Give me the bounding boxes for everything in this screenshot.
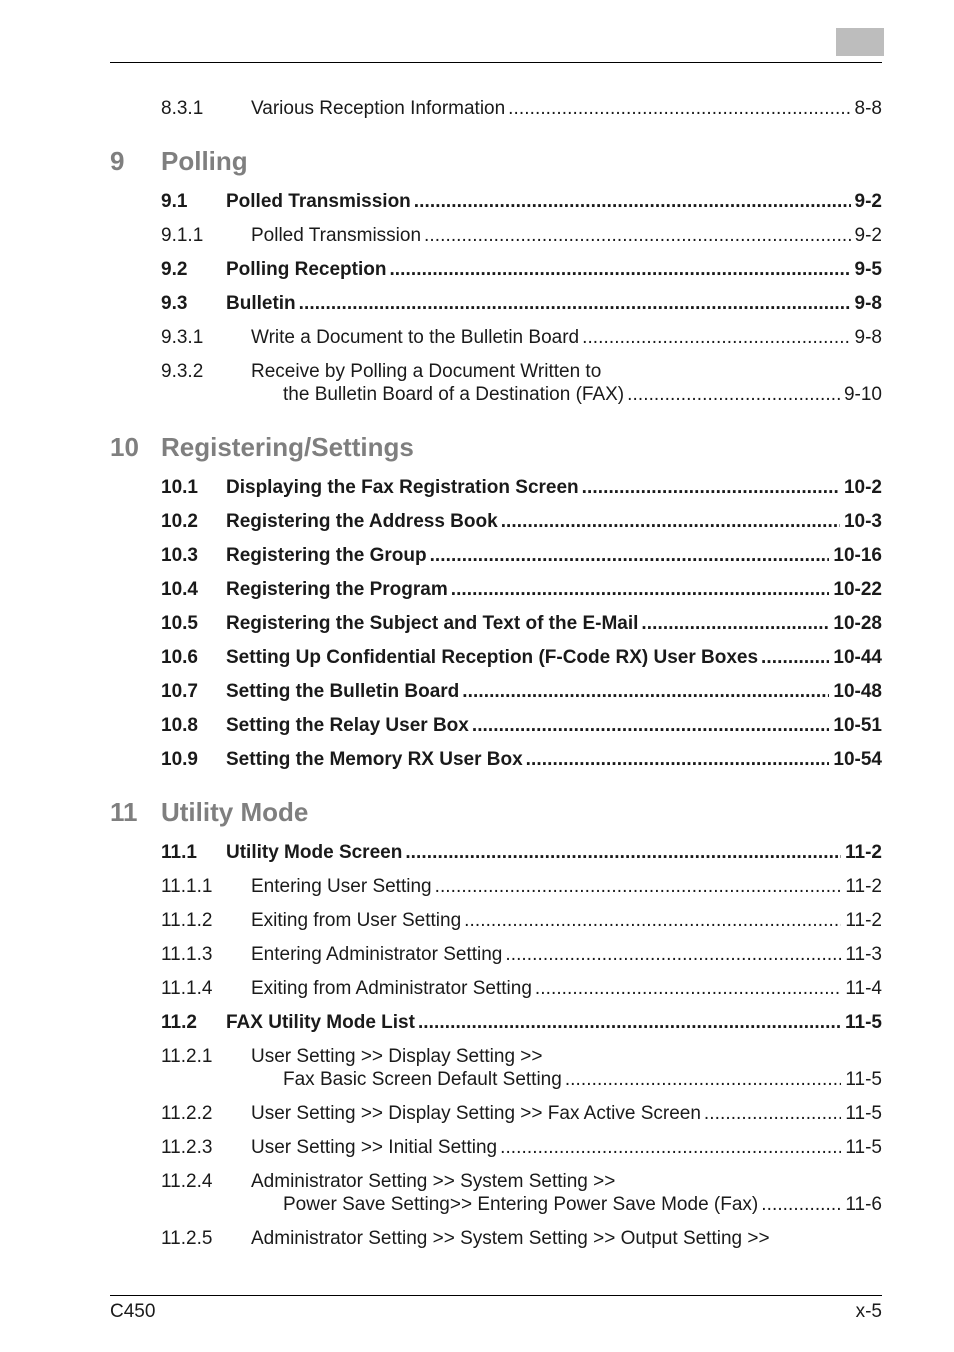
entry-number: 9.3 [161, 293, 188, 314]
entry-title: Receive by Polling a Document Written to [251, 361, 602, 382]
entry-title-continued: Power Save Setting>> Entering Power Save Mode (Fax) [283, 1194, 759, 1215]
entry-page: 10-48 [833, 681, 882, 702]
chapter-heading [110, 432, 414, 462]
leader-dots [418, 1011, 841, 1034]
leader-dots [500, 1136, 841, 1159]
leader-dots [535, 977, 841, 1000]
entry-page: 9-2 [854, 225, 882, 246]
entry-page: 11-5 [845, 1137, 882, 1158]
entry-title: Setting the Bulletin Board [226, 681, 460, 702]
header-rule [110, 62, 882, 63]
footer-model: C450 [110, 1301, 156, 1322]
header-tab [836, 28, 884, 56]
entry-number: 11.1.4 [161, 978, 213, 999]
leader-dots [501, 510, 840, 533]
leader-dots [565, 1068, 842, 1091]
leader-dots [508, 97, 850, 120]
entry-title: Setting Up Confidential Reception (F-Code RX) User Boxes [226, 647, 759, 668]
entry-number: 10.1 [161, 477, 198, 498]
entry-number: 10.7 [161, 681, 198, 702]
entry-page: 10-54 [833, 749, 882, 770]
entry-page: 9-5 [854, 259, 882, 280]
leader-dots [472, 714, 830, 737]
chapter-heading [110, 146, 248, 176]
leader-dots [299, 292, 851, 315]
entry-page: 11-6 [845, 1194, 882, 1215]
entry-title: Bulletin [226, 293, 296, 314]
entry-title: Setting the Memory RX User Box [226, 749, 523, 770]
entry-title: Registering the Address Book [226, 511, 498, 532]
entry-page: 9-8 [854, 293, 882, 314]
leader-dots [627, 383, 840, 406]
footer-rule [110, 1295, 882, 1296]
entry-title: FAX Utility Mode List [226, 1012, 415, 1033]
entry-number: 11.2.1 [161, 1046, 213, 1067]
entry-number: 10.3 [161, 545, 198, 566]
leader-dots [505, 943, 841, 966]
entry-page: 10-2 [843, 477, 882, 498]
entry-title-continued: the Bulletin Board of a Destination (FAX) [283, 384, 625, 405]
leader-dots [761, 1193, 841, 1216]
entry-number: 11.2.4 [161, 1171, 213, 1192]
entry-title: Various Reception Information [251, 98, 506, 119]
entry-title: Exiting from User Setting [251, 910, 462, 931]
entry-number: 9.2 [161, 259, 188, 280]
entry-page: 9-2 [854, 191, 882, 212]
entry-number: 8.3.1 [161, 98, 204, 119]
entry-page: 11-3 [845, 944, 882, 965]
entry-number: 10.8 [161, 715, 198, 736]
entry-page: 10-44 [833, 647, 882, 668]
entry-number: 9.1 [161, 191, 188, 212]
entry-number: 10.2 [161, 511, 198, 532]
entry-page: 11-2 [845, 876, 882, 897]
entry-title: User Setting >> Display Setting >> Fax Active Screen [251, 1103, 701, 1124]
chapter-title: Utility Mode [161, 797, 309, 827]
entry-page: 10-3 [843, 511, 882, 532]
entry-title: Entering Administrator Setting [251, 944, 503, 965]
entry-title: Displaying the Fax Registration Screen [226, 477, 579, 498]
entry-page: 8-8 [854, 98, 882, 119]
chapter-number: 10 [110, 432, 139, 462]
entry-number: 10.9 [161, 749, 198, 770]
entry-number: 11.1.2 [161, 910, 213, 931]
entry-page: 10-51 [833, 715, 882, 736]
entry-number: 11.2.3 [161, 1137, 213, 1158]
leader-dots [451, 578, 830, 601]
entry-title: Registering the Program [226, 579, 448, 600]
leader-dots [582, 326, 850, 349]
entry-number: 11.2.2 [161, 1103, 213, 1124]
entry-number: 11.1 [161, 842, 197, 863]
entry-page: 10-22 [833, 579, 882, 600]
entry-number: 9.1.1 [161, 225, 204, 246]
leader-dots [582, 476, 840, 499]
leader-dots [526, 748, 830, 771]
entry-number: 9.3.1 [161, 327, 204, 348]
entry-number: 11.2.5 [161, 1228, 213, 1249]
entry-number: 11.2 [161, 1012, 197, 1033]
entry-page: 11-2 [845, 842, 882, 863]
entry-title: User Setting >> Initial Setting [251, 1137, 498, 1158]
leader-dots [405, 841, 841, 864]
entry-title: Setting the Relay User Box [226, 715, 469, 736]
entry-page: 9-10 [843, 384, 882, 405]
entry-page: 10-28 [833, 613, 882, 634]
chapter-number: 9 [110, 146, 125, 176]
entry-page: 11-5 [845, 1012, 882, 1033]
entry-title: Registering the Group [226, 545, 427, 566]
leader-dots [430, 544, 830, 567]
entry-page: 10-16 [833, 545, 882, 566]
entry-title: Write a Document to the Bulletin Board [251, 327, 580, 348]
entry-number: 10.4 [161, 579, 198, 600]
entry-page: 11-5 [845, 1069, 882, 1090]
leader-dots [414, 190, 851, 213]
leader-dots [424, 224, 851, 247]
chapter-title: Polling [161, 146, 248, 176]
entry-title: Administrator Setting >> System Setting >> [251, 1171, 616, 1192]
leader-dots [704, 1102, 841, 1125]
entry-title: Entering User Setting [251, 876, 432, 897]
entry-page: 9-8 [854, 327, 882, 348]
chapter-number: 11 [110, 797, 138, 827]
entry-title: Administrator Setting >> System Setting >> Output Setting >> [251, 1228, 770, 1249]
entry-title: Polled Transmission [251, 225, 422, 246]
entry-number: 10.5 [161, 613, 198, 634]
leader-dots [389, 258, 850, 281]
leader-dots [464, 909, 841, 932]
footer-page-number: x-5 [855, 1301, 882, 1322]
entry-title: Exiting from Administrator Setting [251, 978, 532, 999]
entry-page: 11-2 [845, 910, 882, 931]
entry-number: 11.1.3 [161, 944, 213, 965]
entry-title: Polling Reception [226, 259, 387, 280]
entry-number: 10.6 [161, 647, 198, 668]
entry-title-continued: Fax Basic Screen Default Setting [283, 1069, 562, 1090]
leader-dots [641, 612, 829, 635]
entry-title: Registering the Subject and Text of the E-Mail [226, 613, 639, 634]
leader-dots [462, 680, 829, 703]
leader-dots [435, 875, 842, 898]
leader-dots [761, 646, 829, 669]
entry-title: User Setting >> Display Setting >> [251, 1046, 543, 1067]
chapter-title: Registering/Settings [161, 432, 414, 462]
entry-page: 11-4 [845, 978, 882, 999]
entry-title: Polled Transmission [226, 191, 411, 212]
entry-number: 11.1.1 [161, 876, 213, 897]
entry-page: 11-5 [845, 1103, 882, 1124]
entry-number: 9.3.2 [161, 361, 204, 382]
entry-title: Utility Mode Screen [226, 842, 403, 863]
chapter-heading [110, 797, 308, 827]
